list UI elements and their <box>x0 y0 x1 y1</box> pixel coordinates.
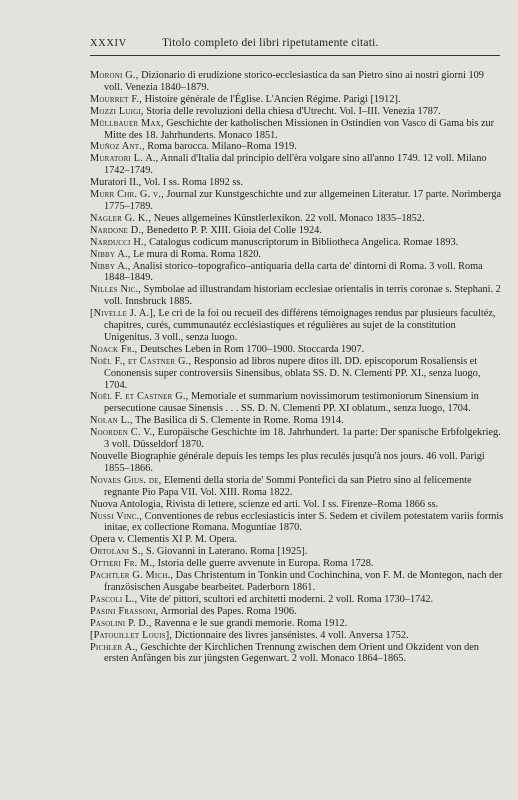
bibliography-entry <box>90 546 504 558</box>
bibliography-entry <box>90 594 504 606</box>
bibliography-entry <box>90 249 504 261</box>
entry-text: Armorial des Papes. Roma 1906. <box>160 605 297 617</box>
bibliography-entry <box>90 225 504 237</box>
bibliography-entry <box>90 308 504 344</box>
entry-author: Nolan L., <box>90 415 133 427</box>
entry-author: Mozzi Luigi, <box>90 105 144 117</box>
entry-text: Responsio ad libros nupere ditos ill. DD. episcoporum Rosaliensis et Cononensis super controversiis Sinensibus, oblata SS. D. N. Clementi PP. XI., senza luogo, 1704. <box>104 355 481 391</box>
entry-author: Pachtler G. Mich., <box>90 570 174 582</box>
entry-text: Catalogus codicum manuscriptorum in Bibliotheca Angelica. Romae 1893. <box>149 236 459 248</box>
entry-author: [Patouillet Louis], <box>90 629 173 641</box>
entry-text: Analisi storico–topografico–antiquaria della carta de' dintorni di Roma. 3 voll. Roma 1848–1849. <box>104 260 483 284</box>
entry-author: Nilles Nic., <box>90 284 142 296</box>
entry-text: Le cri de la foi ou recueil des différens témoignages rendus par plusieurs facultéz, chapitres, curés, cummunautéz ecclésiastiques et régulières au sujet de la constitution Unigenitus. 3 voll., senza luogo. <box>104 308 496 343</box>
entry-text: Istoria delle guerre avvenute in Europa. Roma 1728. <box>157 558 374 570</box>
bibliography-entry <box>90 106 504 118</box>
entry-text: Neues allgemeines Künstlerlexikon. 22 voll. Monaco 1835–1852. <box>153 212 425 224</box>
bibliography-entry <box>90 570 504 594</box>
entry-text: Conventiones de rebus ecclesiasticis inter S. Sedem et civilem potestatem variis formis initae, ex collectione Romana. Moguntiae 1870. <box>104 510 504 534</box>
entry-text: Geschichte der Kirchlichen Trennung zwischen dem Orient und Okzident von den ersten Anfängen bis zur jüngsten Gegenwart. 2 voll. Monaco 1864–1865. <box>104 641 479 665</box>
entry-text: Opera v. Clementis XI P. M. Opera. <box>90 534 237 546</box>
bibliography-list <box>90 70 504 665</box>
entry-text: Vite de' pittori, scultori ed architetti moderni. 2 voll. Roma 1730–1742. <box>139 593 434 605</box>
entry-author: Ortolani S., <box>90 546 144 558</box>
entry-author: Noël F. et Castner G., <box>90 391 189 403</box>
bibliography-entry <box>90 511 504 535</box>
bibliography-entry <box>90 618 504 630</box>
bibliography-entry <box>90 189 504 213</box>
entry-text: Dictionnaire des livres jansénistes. 4 voll. Anversa 1752. <box>174 629 409 641</box>
bibliography-entry <box>90 356 504 392</box>
bibliography-entry <box>90 451 504 475</box>
bibliography-entry <box>90 499 504 511</box>
entry-author: Novaes Gius. de, <box>90 474 162 486</box>
bibliography-entry <box>90 70 504 94</box>
bibliography-entry <box>90 391 504 415</box>
entry-author: Nibby A., <box>90 248 131 260</box>
bibliography-entry <box>90 213 504 225</box>
entry-text: Ravenna e le sue grandi memorie. Roma 1912. <box>154 617 348 629</box>
entry-text: Histoire générale de l'Église. L'Ancien Régime. Parigi [1912]. <box>144 93 401 105</box>
entry-author: Narducci H., <box>90 236 147 248</box>
entry-author: Murr Chr. G. v., <box>90 189 164 201</box>
entry-text: Nouvelle Biographie générale depuis les temps les plus reculés jusqu'à nos jours. 46 voll. Parigi 1855–1866. <box>90 451 485 474</box>
entry-text: Storia delle revoluzioni della chiesa d'Utrecht. Vol. I–III. Venezia 1787. <box>146 105 441 117</box>
entry-author: Müllbauer Max, <box>90 117 164 129</box>
bibliography-entry <box>90 534 504 546</box>
entry-text: Memoriale et summarium novissimorum testimoniorum Sinensium in persecutione causae Sinensis . . . SS. D. N. Clementi PP. XI oblatum., senza luogo, 1704. <box>104 391 479 415</box>
entry-text: Das Christentum in Tonkin und Cochinchina, von F. M. de Montegon, nach der französischen Ausgabe bearbeitet. Paderborn 1861. <box>104 570 503 593</box>
running-title: Titolo completo dei libri ripetutamente citati. <box>162 37 379 49</box>
bibliography-entry <box>90 415 504 427</box>
bibliography-entry <box>90 177 504 189</box>
entry-text: Dizionario di erudizione storico-ecclesiastica da san Pietro sino ai nostri giorni 109 voll. Venezia 1840–1879. <box>104 70 484 93</box>
entry-text: Geschichte der katholischen Missionen in Ostindien von Vasco di Gama bis zur Mitte des 18. Jahrhunderts. Monaco 1851. <box>104 117 495 141</box>
entry-author: Ottieri Fr. M., <box>90 558 156 570</box>
entry-author: Nibby A., <box>90 260 131 272</box>
bibliography-entry <box>90 642 504 666</box>
entry-author: Nussi Vinc., <box>90 510 143 522</box>
bibliography-entry <box>90 344 504 356</box>
entry-author: Moroni G., <box>90 70 139 81</box>
entry-text: Roma barocca. Milano–Roma 1919. <box>147 141 297 153</box>
entry-text: Europäische Geschichte im 18. Jahrhundert. 1a parte: Der spanische Erbfolgekrieg. 3 voll. Düsseldorf 1870. <box>104 427 501 451</box>
bibliography-entry <box>90 118 504 142</box>
entry-author: Noack Fr., <box>90 343 138 355</box>
entry-author: Pichler A., <box>90 641 138 653</box>
page-number: XXXIV <box>90 38 127 49</box>
entry-text: Symbolae ad illustrandam historiam ecclesiae orientalis in terris coronae s. Stephani. 2 voll. Innsbruck 1885. <box>104 284 501 308</box>
header-rule <box>90 55 500 56</box>
bibliography-entry <box>90 237 504 249</box>
entry-text: Muratori II., Vol. I ss. Roma 1892 ss. <box>90 177 243 189</box>
entry-author: Pascoli L., <box>90 593 138 605</box>
entry-text: The Basilica di S. Clemente in Rome. Roma 1914. <box>135 415 344 427</box>
entry-author: Nardone D., <box>90 224 144 236</box>
entry-text: Le mura di Roma. Roma 1820. <box>133 248 261 260</box>
entry-author: Muñoz Ant., <box>90 141 145 153</box>
entry-author: Pasolini P. D., <box>90 617 152 629</box>
entry-text: Annali d'Italia dal principio dell'èra volgare sino all'anno 1749. 12 voll. Milano 1742–1749. <box>104 153 487 177</box>
entry-text: Journal zur Kunstgeschichte und zur allgemeinen Literatur. 17 parte. Norimberga 1775–1789. <box>104 189 502 212</box>
entry-author: [Nivelle J. A.], <box>90 308 156 320</box>
entry-text: Deutsches Leben in Rom 1700–1900. Stoccarda 1907. <box>139 343 365 355</box>
entry-text: Nuova Antologia, Rivista di lettere, scienze ed arti. Vol. I ss. Firenze–Roma 1866 ss. <box>90 498 439 510</box>
entry-author: Pasini Frassoni, <box>90 605 159 617</box>
bibliography-entry <box>90 475 504 499</box>
bibliography-entry <box>90 284 504 308</box>
bibliography-entry <box>90 606 504 618</box>
bibliography-entry <box>90 427 504 451</box>
entry-text: Benedetto P. P. XIII. Gioia del Colle 1924. <box>146 224 322 236</box>
entry-author: Mourret F., <box>90 93 142 105</box>
entry-author: Noël F., et Castner G., <box>90 355 192 367</box>
bibliography-entry <box>90 261 504 285</box>
bibliography-entry <box>90 630 504 642</box>
entry-text: S. Giovanni in Laterano. Roma [1925]. <box>146 546 308 558</box>
bibliography-entry <box>90 94 504 106</box>
entry-author: Noorden C. V., <box>90 427 156 439</box>
bibliography-entry <box>90 141 504 153</box>
bibliography-entry <box>90 558 504 570</box>
entry-text: Elementi della storia de' Sommi Pontefici da san Pietro sino al felicemente regnante Pio Papa VII. Vol. XIII. Roma 1822. <box>104 474 472 498</box>
entry-author: Nagler G. K., <box>90 212 152 224</box>
entry-author: Muratori L. A., <box>90 153 159 165</box>
bibliography-entry <box>90 153 504 177</box>
